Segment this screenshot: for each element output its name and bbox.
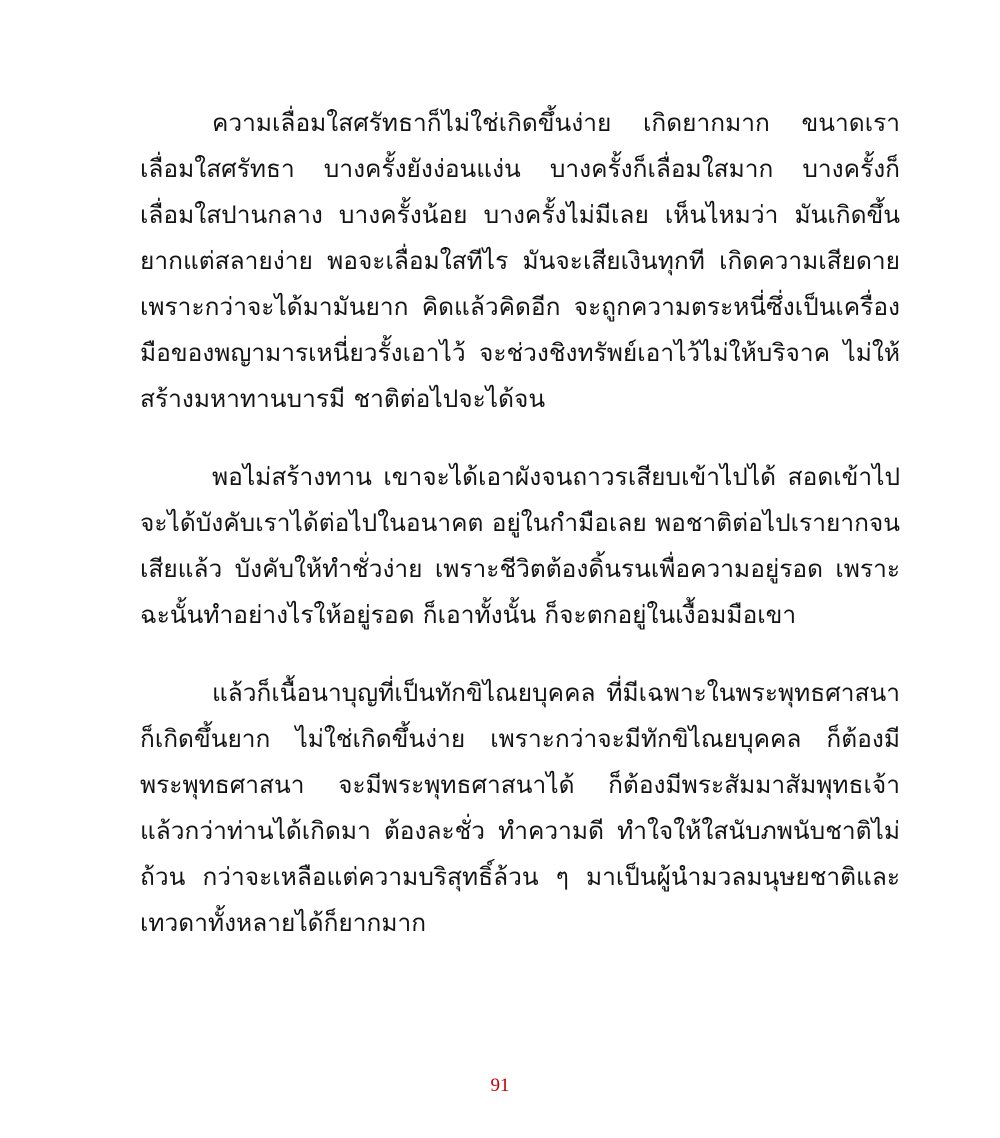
paragraph-1: ความเลื่อมใสศรัทธาก็ไม่ใช่เกิดขึ้นง่าย เกิดยากมาก ขนาดเราเลื่อมใสศรัทธา บางครั้งยังง่อนแง่น บางครั้งก็เลื่อมใสมาก บางครั้งก็เลื่อมใสปานกลาง บางครั้งน้อย บางครั้งไม่มีเลย เห็นไหมว่า มันเกิดขึ้นยากแต่สลายง่าย พอจะเลื่อมใสทีไร มันจะเสียเงินทุกที เกิดความเสียดาย เพราะกว่าจะได้มามันยาก คิดแล้วคิดอีก จะถูกความตระหนี่ซึ่งเป็นเครื่องมือของพญามารเหนี่ยวรั้งเอาไว้ จะช่วงชิงทรัพย์เอาไว้ไม่ให้บริจาค ไม่ให้สร้างมหาทานบารมี ชาติต่อไปจะได้จน xyxy=(140,108,900,413)
page-number: 91 xyxy=(490,1075,510,1096)
paragraph-2: พอไม่สร้างทาน เขาจะได้เอาผังจนถาวรเสียบเข้าไปได้ สอดเข้าไปจะได้บังคับเราได้ต่อไปในอนาคต อยู่ในกำมือเลย พอชาติต่อไปเรายากจนเสียแล้ว บังคับให้ทำชั่วง่าย เพราะชีวิตต้องดิ้นรนเพื่อความอยู่รอด เพราะฉะนั้นทำอย่างไรให้อยู่รอด ก็เอาทั้งนั้น ก็จะตกอยู่ในเงื้อมมือเขา xyxy=(140,462,901,629)
document-body xyxy=(140,100,900,946)
paragraph-3: แล้วก็เนื้อนาบุญที่เป็นทักขิไณยบุคคล ที่มีเฉพาะในพระพุทธศาสนา ก็เกิดขึ้นยาก ไม่ใช่เกิดขึ้นง่าย เพราะกว่าจะมีทักขิไณยบุคคล ก็ต้องมีพระพุทธศาสนา จะมีพระพุทธศาสนาได้ ก็ต้องมีพระสัมมาสัมพุทธเจ้า แล้วกว่าท่านได้เกิดมา ต้องละชั่ว ทำความดี ทำใจให้ใสนับภพนับชาติไม่ถ้วน กว่าจะเหลือแต่ความบริสุทธิ์ล้วน ๆ มาเป็นผู้นำมวลมนุษยชาติและเทวดาทั้งหลายได้ก็ยากมาก xyxy=(140,678,900,937)
